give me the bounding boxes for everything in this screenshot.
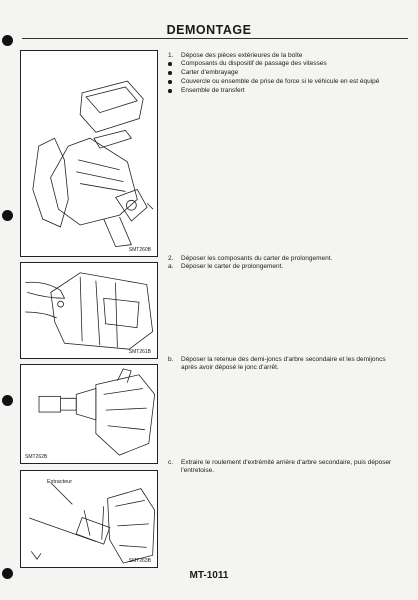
step-text: Extraire le roulement d'extrémité arrière d'arbre secondaire, puis déposer l'entretoise. (181, 459, 392, 475)
transmission-exploded-drawing (21, 51, 157, 256)
bullet-item (168, 87, 396, 96)
step-text: Déposer le carter de prolongement. (181, 263, 284, 271)
bullet-icon (168, 80, 172, 84)
step-text: Carter d'embrayage (181, 69, 239, 77)
step-text: Couvercle ou ensemble de prise de force si le véhicule en est équipé (181, 78, 380, 86)
bullet-item (168, 60, 396, 69)
bullet-item (168, 78, 396, 87)
step-text: Déposer les composants du carter de prolongement. (181, 255, 333, 262)
figure-code: SMT263B (128, 558, 151, 564)
step-2b (168, 356, 396, 373)
title-rule (22, 38, 408, 39)
extension-housing-drawing (21, 263, 157, 358)
step-text: Ensemble de transfert (181, 87, 245, 95)
figure-bearing-puller (20, 470, 158, 568)
step-marker: c. (168, 459, 174, 466)
bullet-item (168, 69, 396, 78)
step-1 (168, 52, 396, 60)
steps-section-1 (168, 52, 396, 96)
bullet-icon (168, 89, 172, 93)
step-marker: 2. (168, 255, 174, 262)
step-marker: a. (168, 263, 174, 271)
step-text: Dépose des pièces extérieures de la boîte (181, 52, 303, 59)
step-2c (168, 459, 396, 476)
step-text: Déposer la retenue des demi-joncs d'arbre secondaire et les demijoncs après avoir déposé le jonc d'arrêt. (181, 356, 386, 372)
binder-hole (2, 210, 13, 221)
steps-section-3 (168, 356, 396, 373)
steps-section-4 (168, 459, 396, 476)
extractor-label: Extracteur (47, 479, 73, 485)
step-2a (168, 263, 396, 271)
step-2 (168, 255, 396, 263)
page-number: MT-1011 (189, 570, 229, 581)
step-text: Composants du dispositif de passage des vitesses (181, 60, 327, 68)
binder-hole (2, 395, 13, 406)
bullet-icon (168, 71, 172, 75)
mainshaft-retainer-drawing (21, 365, 157, 463)
figure-code: SMT262B (25, 454, 48, 460)
steps-section-2 (168, 255, 396, 272)
page-title: DEMONTAGE (166, 23, 252, 37)
step-marker: b. (168, 356, 174, 363)
figure-code: SMT260B (128, 247, 151, 253)
figure-extension-housing (20, 262, 158, 359)
figure-mainshaft-retainer (20, 364, 158, 464)
bullet-icon (168, 62, 172, 66)
step-marker: 1. (168, 52, 174, 59)
bearing-puller-drawing (21, 471, 157, 567)
figure-code: SMT261B (128, 349, 151, 355)
figure-transmission-exploded (20, 50, 158, 257)
